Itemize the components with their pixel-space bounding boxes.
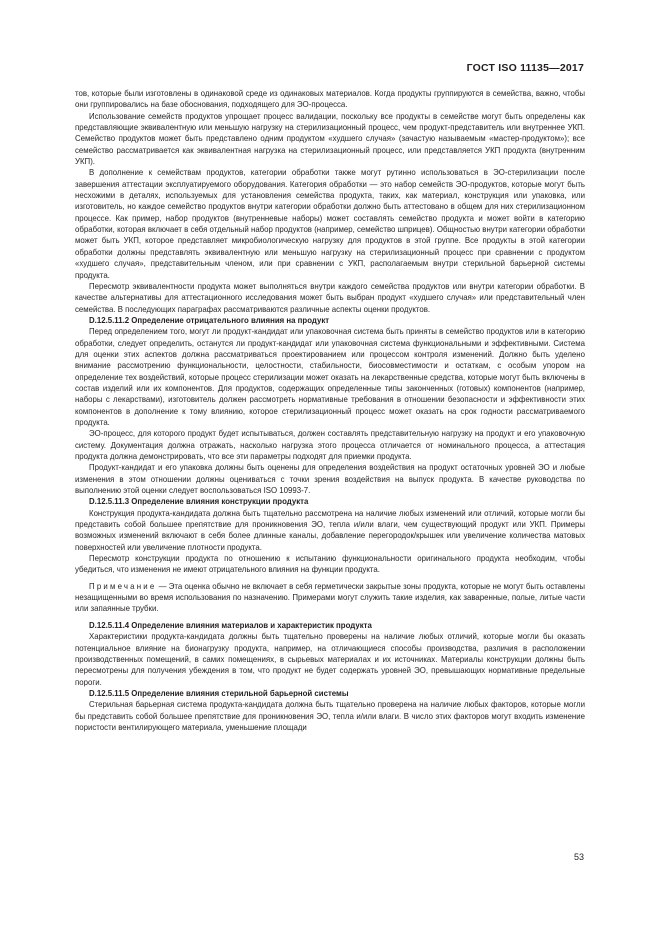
document-body — [75, 88, 585, 733]
paragraph: Перед определением того, могут ли продукт-кандидат или упаковочная система быть приняты в семейство продуктов или в категорию обработки, следует определить, останутся ли продукт-кандидат или упаковочная система функциональными и эффективными. Система для оценки этих аспектов должна рассматриваться проектированием или процессом контроля изменений. Должно быть уделено внимание рассмотрению функциональности, целостности, стабильности, биосовместимости и остаткам, с особым упором на определение тех воздействий, которые процесс стерилизации может оказать на лекарственные средства, которые могут быть включены в состав изделий или их компонентов. Для продуктов, содержащих определенные типы законченных (готовых) компонентов (например, наборы с лекарствами), изготовитель должен рассмотреть нормативные требования в отношении безопасности и эффективности этих компонентов в дополнение к тому влиянию, которое стерилизационный процесс может оказать на срок годности рассматриваемого продукта. — [75, 327, 585, 427]
note — [75, 581, 585, 615]
standard-header: ГОСТ ISO 11135—2017 — [466, 62, 584, 74]
paragraph: Продукт-кандидат и его упаковка должны быть оценены для определения воздействия на продукт остаточных уровней ЭО и любые изменения в этом отношении должны оцениваться с точки зрения воздействия на выпуск продукта. В качестве руководства по выполнению этой оценки следует воспользоваться ISO 10993-7. — [75, 463, 585, 496]
paragraph: Характеристики продукта-кандидата должны быть тщательно проверены на наличие любых отличий, которые могли бы оказать потенциальное влияние на бионагрузку продукта, например, на отличающиеся способы производства, различия в расположении производственных помещений, в самих помещениях, в сырьевых материалах и их источниках. Материалы конструкции должны быть пересмотрены для получения убеждения в том, что продукт не будет содержать уровней ЭО, превышающих нормативные предельные пороги. — [75, 632, 585, 687]
section-heading: D.12.5.11.4 Определение влияния материалов и характеристик продукта — [89, 620, 372, 630]
paragraph: тов, которые были изготовлены в одинаковой среде из одинаковых материалов. Когда продукты группируются в семейства, важно, чтобы они группировались на базе обоснования, подходящего для ЭО-процесса. — [75, 89, 585, 110]
paragraph: Пересмотр конструкции продукта по отношению к испытанию функциональности оригинального продукта необходим, чтобы убедиться, что изменения не имеют отрицательного влияния на функции продукта. — [75, 554, 585, 575]
page-number: 53 — [573, 852, 584, 862]
section-heading: D.12.5.11.2 Определение отрицательного влияния на продукт — [89, 315, 330, 325]
paragraph: Пересмотр эквивалентности продукта может выполняться внутри каждого семейства продуктов или внутри категории обработки. В качестве альтернативы для аттестационного исследования может быть выбран продукт «худшего случая» или представительный член семейства. В последующих параграфах рассматриваются различные аспекты оценки продуктов. — [75, 281, 585, 314]
note-text: — Эта оценка обычно не включает в себя герметически закрытые зоны продукта, которые не могут быть оставлены незащищенными во время использования по назначению. Примерами могут служить такие изделия, как заваренные, полые, литые части или запаянные трубки. — [75, 581, 585, 614]
section-heading: D.12.5.11.5 Определение влияния стерильной барьерной системы — [89, 688, 349, 698]
section-heading: D.12.5.11.3 Определение влияния конструкции продукта — [89, 497, 309, 507]
note-label: Примечание — [89, 581, 157, 591]
paragraph: В дополнение к семействам продуктов, категории обработки также могут рутинно использоваться в ЭО-стерилизации после завершения аттестации эксплуатируемого оборудования. Категория обработки — это набор семейств ЭО-продуктов, которые могут быть несхожими в деталях, используемых для установления семейства продукта, таких, как материал, конструкция или упаковка, или изготовитель, но каждое семейство продуктов внутри категории обработки должно быть аттестовано в общем для них стерилизационном процессе. Как пример, набор продуктов (внутренневые наборы) может составлять семейство продукта и может войти в категорию обработки, которая включает в себя отдельный набор продуктов (например, семейство шприцев). Общностью внутри категории обработки может быть УКП, которое представляет микробиологическую нагрузку для продуктов в этой группе. Все продукты в этой категории обработки должны представлять эквивалентную или меньшую нагрузку на стерилизационный процесс при сравнении с продуктом «худшего случая», представительным членом, или при сравнении с УКП, располагаемым внутри стерильной барьерной системы продукта. — [75, 168, 585, 280]
paragraph: Использование семейств продуктов упрощает процесс валидации, поскольку все продукты в семействе могут быть определены как представляющие эквивалентную или меньшую нагрузку на стерилизационный процесс, чем продукт-представитель или внутреннее УКП. Семейство продуктов может быть представлено одним продуктом «худшего случая» (зачастую называемым «мастер-продуктом»); все семейство рассматривается как эквивалентная нагрузка на стерилизационный процесс, или представляется УКП продукта (внутренним УКП). — [75, 111, 585, 167]
paragraph: Стерильная барьерная система продукта-кандидата должна быть тщательно проверена на наличие любых факторов, которые могли бы представить собой большее препятствие для проникновения ЭО, тепла и/или влаги. В число этих факторов могут входить изменение пористости вентилирующего материала, уменьшение площади — [75, 700, 585, 732]
paragraph: Конструкция продукта-кандидата должна быть тщательно рассмотрена на наличие любых изменений или отличий, которые могли бы представить собой большее препятствие для проникновения ЭО, тепла и/или влаги, чем существующий продукт или УКП. Примеры возможных изменений включают в себя более длинные каналы, добавление перегородок/крышек или увеличение количества матовых поверхностей или увеличение плотности продукта. — [75, 508, 585, 552]
paragraph: ЭО-процесс, для которого продукт будет испытываться, должен составлять представительную нагрузку на продукт и его упаковочную систему. Документация должна отражать, насколько нагрузка этого процесса отличается от номинального процесса, а аттестация продукта должна демонстрировать, что все эти параметры подходят для приемки продукта. — [75, 429, 585, 461]
